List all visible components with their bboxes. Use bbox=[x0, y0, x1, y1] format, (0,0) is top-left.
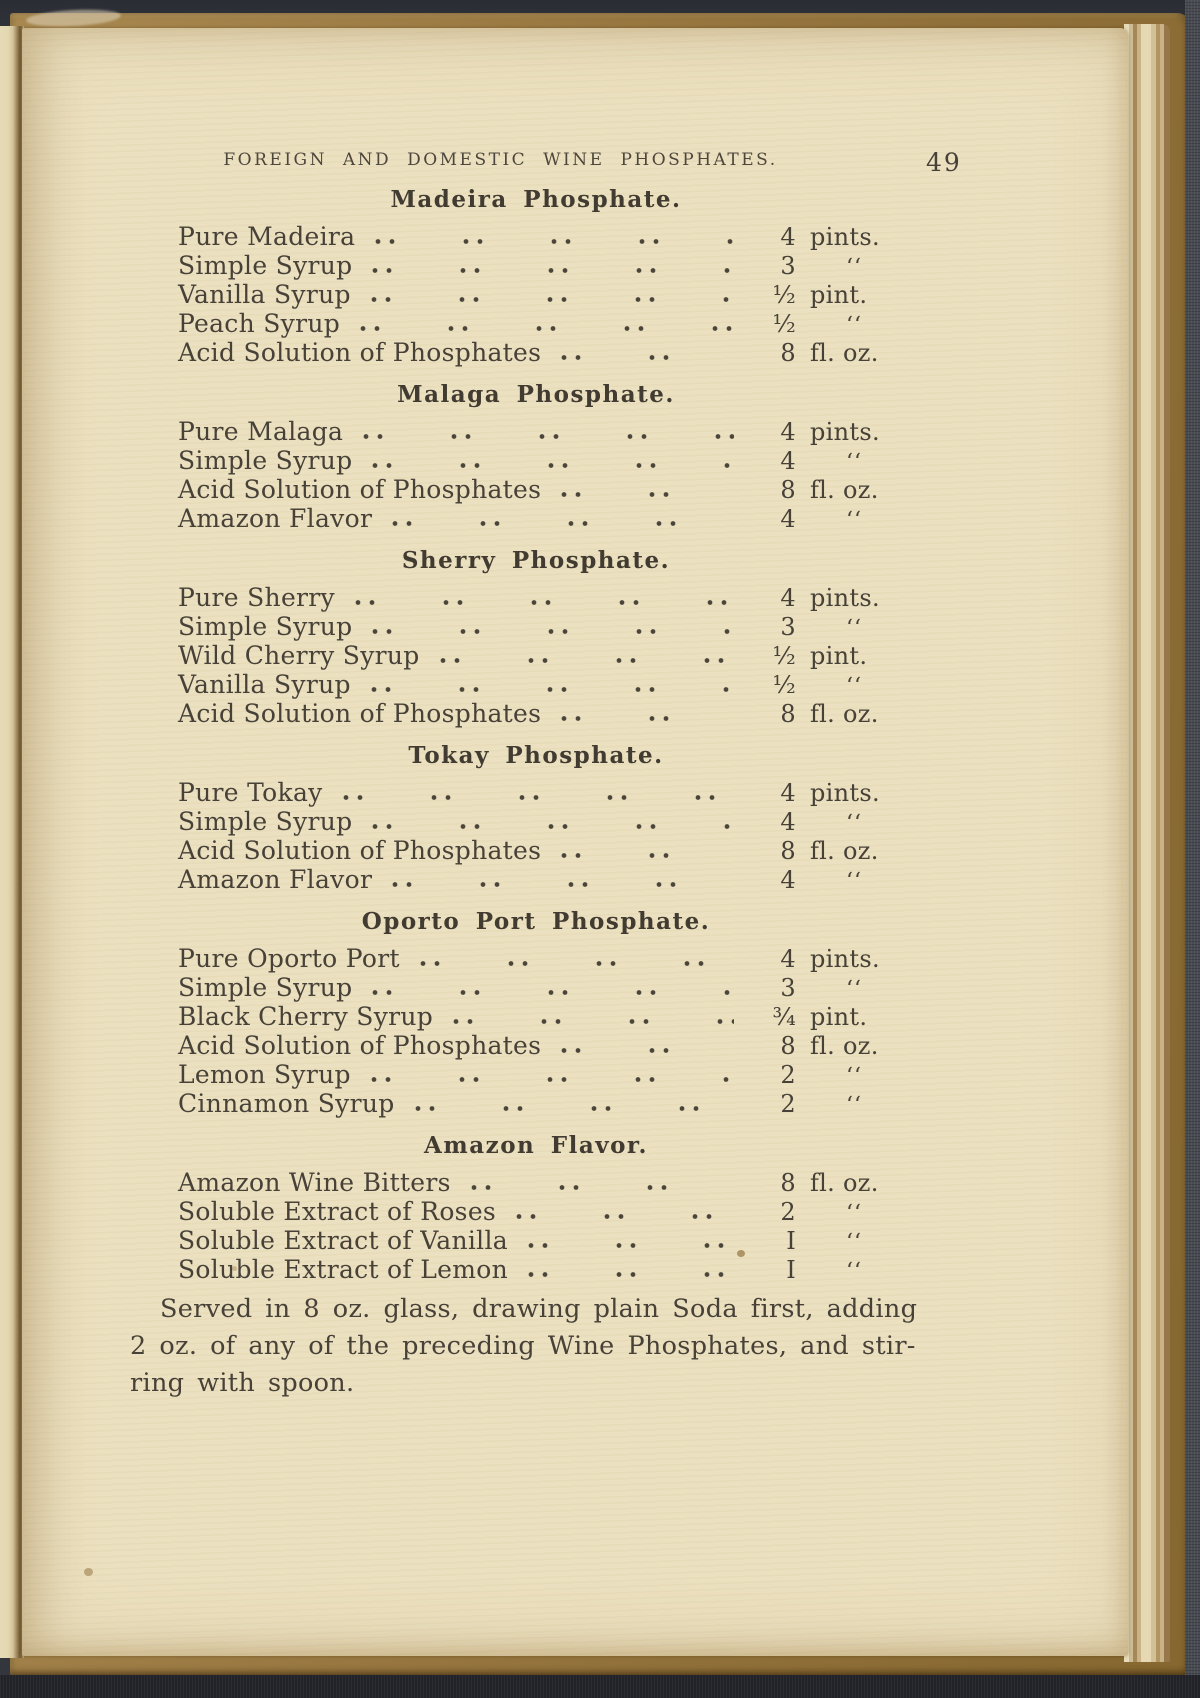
dot-leader bbox=[375, 239, 734, 244]
page-header bbox=[178, 146, 962, 177]
quantity-unit: ‘‘ bbox=[846, 450, 862, 475]
footer-line: 2 oz. of any of the preceding Wine Phosphates, and stir- bbox=[130, 1331, 916, 1361]
quantity-value: 8 bbox=[780, 700, 796, 728]
ingredient-name: Simple Syrup bbox=[178, 973, 353, 1002]
recipe-row bbox=[178, 280, 894, 309]
ingredient-name: Acid Solution of Phosphates bbox=[178, 475, 542, 504]
quantity-value: 4 bbox=[780, 866, 796, 894]
quantity-value: 4 bbox=[780, 945, 796, 973]
section-title: Amazon Flavor. bbox=[424, 1132, 648, 1159]
quantity-value: 8 bbox=[780, 1032, 796, 1060]
quantity-value: 8 bbox=[780, 339, 796, 367]
section-title: Tokay Phosphate. bbox=[408, 742, 664, 769]
quantity-value: 8 bbox=[780, 837, 796, 865]
dot-leader bbox=[561, 716, 734, 721]
ingredient-name: Amazon Flavor bbox=[178, 504, 373, 533]
dot-leader bbox=[372, 629, 734, 634]
quantity-unit: pint. bbox=[810, 642, 868, 670]
ingredient-name: Black Cherry Syrup bbox=[178, 1002, 434, 1031]
book-cloth-bottom bbox=[0, 1675, 1200, 1698]
quantity-value: 4 bbox=[780, 223, 796, 251]
quantity-value: 2 bbox=[780, 1198, 796, 1226]
recipe-row bbox=[178, 973, 894, 1002]
quantity-value: 3 bbox=[780, 252, 796, 280]
recipe-row bbox=[178, 222, 894, 251]
quantity-unit: pints. bbox=[810, 223, 880, 251]
ingredient-name: Amazon Wine Bitters bbox=[178, 1168, 451, 1197]
ingredient-name: Simple Syrup bbox=[178, 612, 353, 641]
ingredient-name: Simple Syrup bbox=[178, 446, 353, 475]
quantity-unit: fl. oz. bbox=[810, 837, 879, 865]
book-cloth-right bbox=[1185, 0, 1200, 1698]
ingredient-name: Lemon Syrup bbox=[178, 1060, 351, 1089]
quantity-unit: pints. bbox=[810, 418, 880, 446]
recipe-row bbox=[178, 583, 894, 612]
ingredient-name: Pure Oporto Port bbox=[178, 944, 400, 973]
dot-leader bbox=[415, 1106, 734, 1111]
quantity-value: 2 bbox=[780, 1061, 796, 1089]
quantity-unit: fl. oz. bbox=[810, 1032, 879, 1060]
ingredient-name: Pure Malaga bbox=[178, 417, 344, 446]
ingredient-name: Pure Tokay bbox=[178, 778, 323, 807]
quantity-value: ½ bbox=[772, 642, 796, 670]
quantity-unit: pints. bbox=[810, 779, 880, 807]
recipe-row bbox=[178, 1089, 894, 1118]
recipe-row bbox=[178, 944, 894, 973]
dot-leader bbox=[372, 824, 734, 829]
quantity-unit: fl. oz. bbox=[810, 476, 879, 504]
dot-leader bbox=[392, 521, 734, 526]
footer-line: ring with spoon. bbox=[130, 1368, 355, 1398]
quantity-unit: ‘‘ bbox=[846, 674, 862, 699]
quantity-value: 4 bbox=[780, 779, 796, 807]
page-number: 49 bbox=[926, 148, 962, 177]
recipe-row bbox=[178, 670, 894, 699]
quantity-value: 3 bbox=[780, 974, 796, 1002]
page-content bbox=[130, 146, 962, 1402]
ingredient-name: Pure Sherry bbox=[178, 583, 335, 612]
quantity-value: 8 bbox=[780, 1169, 796, 1197]
footer-line: Served in 8 oz. glass, drawing plain Soda first, adding bbox=[160, 1294, 918, 1324]
recipe-row bbox=[178, 504, 894, 533]
quantity-unit: ‘‘ bbox=[846, 1259, 862, 1284]
quantity-unit: pints. bbox=[810, 945, 880, 973]
dot-leader bbox=[360, 326, 734, 331]
dot-leader bbox=[561, 1048, 734, 1053]
ingredient-name: Simple Syrup bbox=[178, 251, 353, 280]
quantity-unit: ‘‘ bbox=[846, 977, 862, 1002]
dot-leader bbox=[392, 882, 734, 887]
quantity-value: 4 bbox=[780, 584, 796, 612]
quantity-value: 2 bbox=[780, 1090, 796, 1118]
quantity-value: ½ bbox=[772, 671, 796, 699]
dot-leader bbox=[561, 355, 734, 360]
recipe-section bbox=[178, 186, 894, 367]
recipe-row bbox=[178, 865, 894, 894]
recipe-section bbox=[178, 381, 894, 533]
dot-leader bbox=[561, 492, 734, 497]
ingredient-name: Acid Solution of Phosphates bbox=[178, 699, 542, 728]
ingredient-name: Cinnamon Syrup bbox=[178, 1089, 395, 1118]
recipe-row bbox=[178, 778, 894, 807]
ingredient-name: Soluble Extract of Vanilla bbox=[178, 1226, 508, 1255]
quantity-unit: ‘‘ bbox=[846, 508, 862, 533]
recipe-row bbox=[178, 1197, 894, 1226]
quantity-unit: fl. oz. bbox=[810, 339, 879, 367]
dot-leader bbox=[372, 268, 734, 273]
section-title: Oporto Port Phosphate. bbox=[361, 908, 711, 935]
recipe-row bbox=[178, 475, 894, 504]
ingredient-name: Acid Solution of Phosphates bbox=[178, 1031, 542, 1060]
ingredient-name: Acid Solution of Phosphates bbox=[178, 836, 542, 865]
ingredient-name: Vanilla Syrup bbox=[178, 280, 351, 309]
quantity-value: ¾ bbox=[772, 1003, 796, 1031]
book-page bbox=[22, 28, 1128, 1656]
recipe-row bbox=[178, 1031, 894, 1060]
quantity-value: ½ bbox=[772, 310, 796, 338]
dot-leader bbox=[471, 1185, 734, 1190]
ingredient-name: Amazon Flavor bbox=[178, 865, 373, 894]
ingredient-name: Simple Syrup bbox=[178, 807, 353, 836]
quantity-value: 4 bbox=[780, 418, 796, 446]
quantity-unit: ‘‘ bbox=[846, 811, 862, 836]
recipe-row bbox=[178, 1002, 894, 1031]
quantity-unit: pint. bbox=[810, 1003, 868, 1031]
recipe-row bbox=[178, 446, 894, 475]
ingredient-name: Vanilla Syrup bbox=[178, 670, 351, 699]
dot-leader bbox=[371, 1077, 734, 1082]
quantity-value: 8 bbox=[780, 476, 796, 504]
page-gutter bbox=[0, 26, 24, 1658]
recipe-row bbox=[178, 1226, 894, 1255]
ingredient-name: Peach Syrup bbox=[178, 309, 341, 338]
stain-speck bbox=[737, 1250, 745, 1257]
recipe-section bbox=[178, 908, 894, 1118]
quantity-value: 4 bbox=[780, 505, 796, 533]
recipe-row bbox=[178, 641, 894, 670]
ingredient-name: Acid Solution of Phosphates bbox=[178, 338, 542, 367]
dot-leader bbox=[371, 687, 734, 692]
quantity-unit: fl. oz. bbox=[810, 1169, 879, 1197]
ingredient-name: Soluble Extract of Roses bbox=[178, 1197, 497, 1226]
recipe-row bbox=[178, 1060, 894, 1089]
stain-speck bbox=[84, 1568, 93, 1576]
recipe-section bbox=[178, 1132, 894, 1284]
quantity-unit: ‘‘ bbox=[846, 616, 862, 641]
recipe-section bbox=[178, 742, 894, 894]
dot-leader bbox=[561, 853, 734, 858]
recipe-row bbox=[178, 836, 894, 865]
dot-leader bbox=[343, 795, 734, 800]
dot-leader bbox=[371, 297, 734, 302]
dot-leader bbox=[528, 1272, 734, 1277]
running-header: FOREIGN AND DOMESTIC WINE PHOSPHATES. bbox=[223, 150, 778, 170]
quantity-value: ½ bbox=[772, 281, 796, 309]
ingredient-name: Pure Madeira bbox=[178, 222, 356, 251]
quantity-unit: ‘‘ bbox=[846, 313, 862, 338]
quantity-unit: pints. bbox=[810, 584, 880, 612]
quantity-value: 3 bbox=[780, 613, 796, 641]
ingredient-name: Soluble Extract of Lemon bbox=[178, 1255, 508, 1284]
dot-leader bbox=[516, 1214, 734, 1219]
recipe-row bbox=[178, 807, 894, 836]
section-title: Madeira Phosphate. bbox=[390, 186, 682, 213]
quantity-unit: ‘‘ bbox=[846, 1093, 862, 1118]
dot-leader bbox=[372, 990, 734, 995]
page-stack-edges bbox=[1124, 24, 1170, 1662]
recipe-row bbox=[178, 251, 894, 280]
quantity-unit: fl. oz. bbox=[810, 700, 879, 728]
quantity-value: I bbox=[786, 1256, 796, 1284]
section-title: Sherry Phosphate. bbox=[401, 547, 671, 574]
quantity-value: 4 bbox=[780, 447, 796, 475]
stain-speck bbox=[232, 1266, 237, 1271]
recipe-row bbox=[178, 1255, 894, 1284]
dot-leader bbox=[453, 1019, 734, 1024]
quantity-unit: ‘‘ bbox=[846, 255, 862, 280]
recipe-row bbox=[178, 417, 894, 446]
recipe-section bbox=[178, 547, 894, 728]
quantity-value: 4 bbox=[780, 808, 796, 836]
dot-leader bbox=[420, 961, 734, 966]
dot-leader bbox=[528, 1243, 734, 1248]
quantity-unit: ‘‘ bbox=[846, 1230, 862, 1255]
quantity-unit: pint. bbox=[810, 281, 868, 309]
ingredient-name: Wild Cherry Syrup bbox=[178, 641, 420, 670]
dot-leader bbox=[440, 658, 734, 663]
quantity-value: I bbox=[786, 1227, 796, 1255]
quantity-unit: ‘‘ bbox=[846, 1201, 862, 1226]
sections bbox=[178, 186, 938, 1284]
recipe-row bbox=[178, 1168, 894, 1197]
quantity-unit: ‘‘ bbox=[846, 1064, 862, 1089]
recipe-row bbox=[178, 612, 894, 641]
dot-leader bbox=[372, 463, 734, 468]
quantity-unit: ‘‘ bbox=[846, 869, 862, 894]
recipe-row bbox=[178, 338, 894, 367]
dot-leader bbox=[355, 600, 734, 605]
section-title: Malaga Phosphate. bbox=[397, 381, 675, 408]
footer-paragraph bbox=[130, 1291, 918, 1402]
recipe-row bbox=[178, 699, 894, 728]
recipe-row bbox=[178, 309, 894, 338]
dot-leader bbox=[363, 434, 734, 439]
